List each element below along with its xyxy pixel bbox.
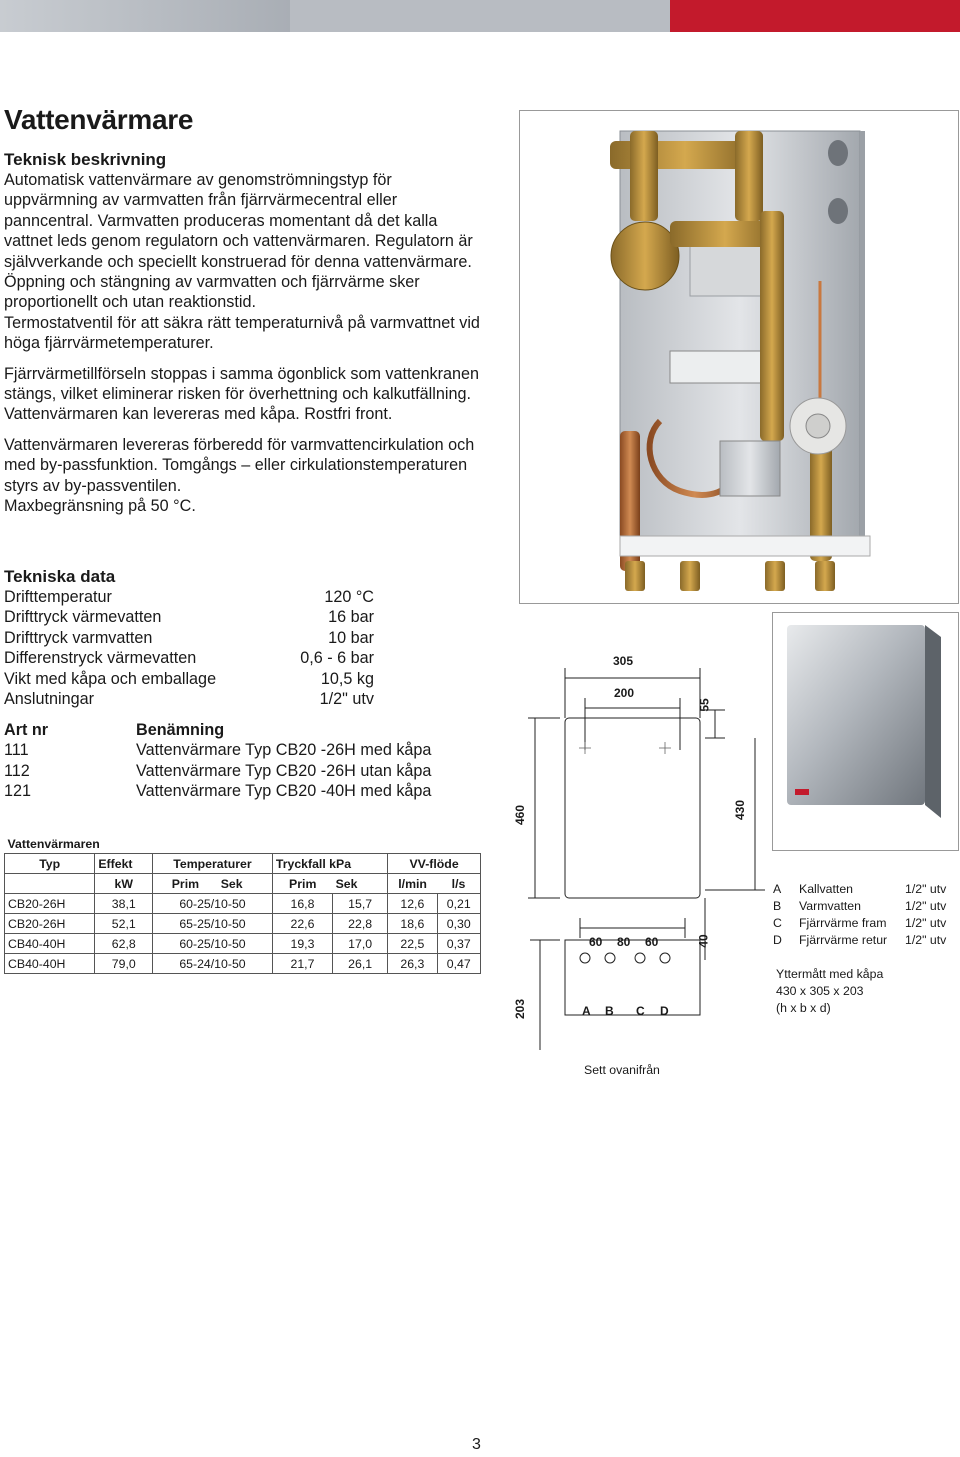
table-cell: 60-25/10-50	[153, 894, 273, 914]
column-header: Tryckfall kPa	[272, 854, 387, 874]
dim-width-200: 200	[614, 686, 635, 700]
spec-row	[4, 648, 374, 668]
article-name: Vattenvärmare Typ CB20 -40H med kåpa	[136, 782, 432, 801]
article-nr-header: Art nr	[4, 721, 49, 739]
table-cell: 19,3	[272, 934, 332, 954]
column-subheader: l/min	[388, 874, 437, 894]
article-row	[4, 740, 431, 760]
legend-text: Fjärrvärme retur	[799, 933, 888, 947]
spec-row	[4, 669, 374, 689]
legend-letter: A	[773, 882, 782, 896]
water-heater-illustration	[520, 111, 958, 603]
paragraph-2: Termostatventil för att säkra rätt temperaturnivå på varmvattnet vid höga fjärrvärmetemperaturer.	[4, 313, 480, 353]
dim-width-305: 305	[613, 654, 634, 668]
article-name: Vattenvärmare Typ CB20 -26H utan kåpa	[136, 761, 432, 780]
performance-table	[4, 834, 481, 974]
legend-unit: 1/2" utv	[905, 882, 947, 896]
article-nr: 111	[4, 741, 29, 760]
table-cell: 16,8	[272, 894, 332, 914]
table-cell: 60-25/10-50	[153, 934, 273, 954]
connection-legend	[773, 881, 960, 949]
header-gray-band	[0, 0, 290, 32]
dim-height-430: 430	[733, 799, 748, 821]
port-label-c: C	[636, 1004, 645, 1018]
product-photo	[519, 110, 959, 604]
spec-value: 120 °C	[324, 588, 374, 606]
outer-dimensions-label: Yttermått med kåpa	[776, 967, 884, 981]
spec-value: 0,6 - 6 bar	[300, 649, 374, 668]
table-cell: CB40-40H	[5, 934, 95, 954]
product-cover-photo	[772, 612, 959, 851]
article-row	[4, 781, 431, 801]
legend-letter: D	[773, 933, 782, 947]
table-cell: 26,3	[388, 954, 437, 974]
dimension-drawing	[510, 650, 770, 1060]
table-cell: 65-24/10-50	[153, 954, 273, 974]
article-list	[4, 720, 431, 802]
port-label-a: A	[582, 1004, 591, 1018]
table-caption-row	[5, 834, 481, 854]
table-cell: 52,1	[95, 914, 153, 934]
column-subheader: l/s	[437, 874, 480, 894]
port-label-b: B	[605, 1004, 614, 1018]
table-cell: 18,6	[388, 914, 437, 934]
column-subheader	[5, 874, 95, 894]
section-heading-teknisk: Teknisk beskrivning	[4, 150, 167, 169]
header-bar	[0, 0, 960, 32]
article-row	[4, 761, 431, 781]
spec-value: 10,5 kg	[320, 669, 374, 688]
spec-row	[4, 587, 374, 607]
column-header: Typ	[5, 854, 95, 874]
paragraph-5: Vattenvärmaren levereras förberedd för varmvattencirkulation och med by-passfunktion. Tomgångs – eller cirkulationstemperaturen styrs av by-passventilen.	[4, 435, 475, 495]
article-nr: 121	[4, 782, 32, 801]
table-row	[5, 914, 481, 934]
table-row	[5, 954, 481, 974]
column-subheader: Prim	[153, 874, 218, 894]
dim-60-left: 60	[589, 935, 603, 949]
legend-text: Fjärrvärme fram	[799, 916, 887, 930]
table-cell: 17,0	[333, 934, 388, 954]
spec-key: Drifttryck värmevatten	[4, 608, 162, 627]
table-cell: 0,30	[437, 914, 480, 934]
paragraph-3: Fjärrvärmetillförseln stoppas i samma ögonblick som vattenkranen stängs, vilket eliminerar risken för överhettning och kalkutfällning.	[4, 364, 480, 404]
dim-60-right: 60	[645, 935, 659, 949]
dim-40: 40	[696, 934, 711, 948]
spec-row	[4, 689, 374, 709]
page-title: Vattenvärmare	[4, 104, 194, 135]
dim-depth-203: 203	[513, 998, 528, 1020]
table-cell: 62,8	[95, 934, 153, 954]
table-cell: 22,8	[333, 914, 388, 934]
legend-row	[773, 898, 960, 915]
section-heading-data: Tekniska data	[4, 567, 116, 586]
spec-value: 1/2" utv	[319, 690, 374, 709]
table-cell: 0,37	[437, 934, 480, 954]
column-subheader: Sek	[218, 874, 273, 894]
dim-80: 80	[617, 935, 631, 949]
legend-unit: 1/2" utv	[905, 899, 947, 913]
legend-unit: 1/2" utv	[905, 916, 947, 930]
outer-dimensions-note: (h x b x d)	[776, 1001, 831, 1015]
article-nr: 112	[4, 761, 30, 780]
table-cell: 15,7	[333, 894, 388, 914]
paragraph-1: Automatisk vattenvärmare av genomströmningstyp för uppvärmning av varmvatten från fjärrvärmecentral eller panncentral. Varmvatten produceras momentant då det kalla vattnet leds genom regulatorn och vattenvärmaren. Regulatorn är självverkande och speciellt konstruerad för denna vattenvärmare. Öppning och stängning av varmvatten och fjärrvärme sker proportionellt och utan reaktionstid.	[4, 171, 473, 312]
article-name: Vattenvärmare Typ CB20 -26H med kåpa	[136, 741, 432, 760]
legend-row	[773, 932, 960, 949]
article-name-header: Benämning	[136, 721, 225, 739]
table-cell: 0,21	[437, 894, 480, 914]
spec-key: Differenstryck värmevatten	[4, 649, 197, 668]
table-cell: 12,6	[388, 894, 437, 914]
dim-55: 55	[697, 698, 712, 712]
dim-height-460: 460	[513, 804, 528, 826]
spec-key: Drifttemperatur	[4, 588, 112, 606]
article-header	[4, 720, 431, 740]
outer-dimensions-value: 430 x 305 x 203	[776, 984, 864, 998]
table-cell: 22,6	[272, 914, 332, 934]
spec-list	[4, 587, 374, 709]
description	[4, 170, 480, 517]
spec-value: 10 bar	[328, 628, 374, 647]
legend-letter: C	[773, 916, 782, 930]
legend-unit: 1/2" utv	[905, 933, 947, 947]
spec-row	[4, 607, 374, 627]
table-cell: 22,5	[388, 934, 437, 954]
table-cell: 26,1	[333, 954, 388, 974]
table-row	[5, 934, 481, 954]
legend-row	[773, 881, 960, 898]
table-subheader-row	[5, 874, 481, 894]
table-cell: 65-25/10-50	[153, 914, 273, 934]
column-header: Temperaturer	[153, 854, 273, 874]
paragraph-4: Vattenvärmaren kan levereras med kåpa. Rostfri front.	[4, 405, 393, 424]
column-header: Effekt	[95, 854, 153, 874]
table-caption: Vattenvärmaren	[5, 834, 481, 854]
spec-key: Drifttryck varmvatten	[4, 628, 153, 647]
spec-value: 16 bar	[328, 608, 374, 627]
legend-row	[773, 915, 960, 932]
legend-text: Kallvatten	[799, 882, 854, 896]
spec-row	[4, 628, 374, 648]
table-header-row	[5, 854, 481, 874]
spec-key: Anslutningar	[4, 690, 94, 709]
port-label-d: D	[660, 1004, 669, 1018]
spec-key: Vikt med kåpa och emballage	[4, 669, 217, 688]
legend-text: Varmvatten	[799, 899, 861, 913]
column-subheader: Prim	[272, 874, 332, 894]
table-cell: 21,7	[272, 954, 332, 974]
cover-illustration	[773, 613, 958, 850]
table-row	[5, 894, 481, 914]
table-cell: CB20-26H	[5, 894, 95, 914]
legend-letter: B	[773, 899, 782, 913]
outer-dimensions	[776, 966, 883, 1017]
paragraph-6: Maxbegränsning på 50 °C.	[4, 497, 196, 516]
view-caption: Sett ovanifrån	[584, 1063, 660, 1077]
table-cell: CB20-26H	[5, 914, 95, 934]
table-cell: 0,47	[437, 954, 480, 974]
column-subheader: Sek	[333, 874, 388, 894]
page-number: 3	[472, 1436, 481, 1453]
table-cell: 79,0	[95, 954, 153, 974]
column-header: VV-flöde	[388, 854, 481, 874]
header-red-band	[670, 0, 960, 32]
column-subheader: kW	[95, 874, 153, 894]
table-cell: CB40-40H	[5, 954, 95, 974]
table-cell: 38,1	[95, 894, 153, 914]
